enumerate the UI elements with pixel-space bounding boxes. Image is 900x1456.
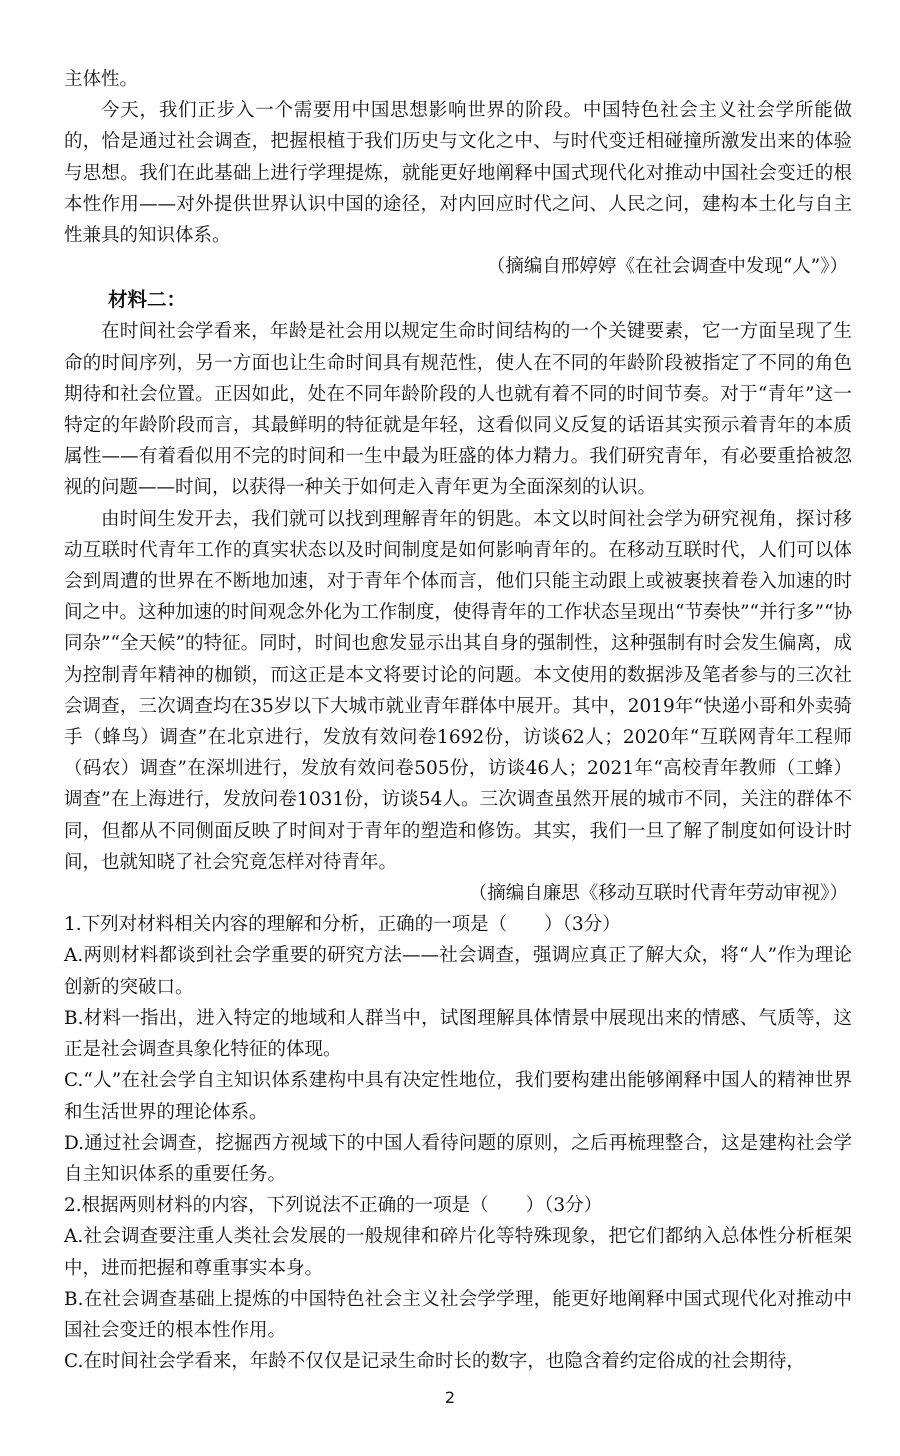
question-2-option-b: B.在社会调查基础上提炼的中国特色社会主义社会学学理，能更好地阐释中国式现代化对推动中国社会变迁的根本性作用。 xyxy=(64,1288,852,1341)
paragraph-youth-time: 由时间生发开去，我们就可以找到理解青年的钥匙。本文以时间社会学为研究视角，探讨移动互联时代青年工作的真实状态以及时间制度是如何影响青年的。在移动互联时代，人们可以体会到周遭的世界在不断地加速，对于青年个体而言，他们只能主动跟上或被裹挟着卷入加速的时间之中。这种加速的时间观念外化为工作制度，使得青年的工作状态呈现出“节奏快”“并行多”“协同杂”“全天候”的特征。同时，时间也愈发显示出其自身的强制性，这种强制有时会发生偏离，成为控制青年精神的枷锁，而这正是本文将要讨论的问题。本文使用的数据涉及笔者参与的三次社会调查，三次调查均在35岁以下大城市就业青年群体中展开。其中，2019年“快递小哥和外卖骑手（蜂鸟）调查”在北京进行，发放有效问卷1692份，访谈62人；2020年“互联网青年工程师（码农）调查”在深圳进行，发放有效问卷505份，访谈46人；2021年“高校青年教师（工蜂）调查”在上海进行，发放问卷1031份，访谈54人。三次调查虽然开展的城市不同，关注的群体不同，但都从不同侧面反映了时间对于青年的塑造和修饬。其实，我们一旦了解了制度如何设计时间，也就知晓了社会究竟怎样对待青年。 xyxy=(64,508,852,873)
question-2-stem: 2.根据两则材料的内容，下列说法不正确的一项是（ ）（3分） xyxy=(64,1195,603,1217)
question-2-option-c: C.在时间社会学看来，年龄不仅仅是记录生命时长的数字，也隐含着约定俗成的社会期待， xyxy=(64,1351,805,1373)
question-1-option-d: D.通过社会调查，挖掘西方视域下的中国人看待问题的原则，之后再梳理整合，这是建构社会学自主知识体系的重要任务。 xyxy=(64,1132,852,1185)
question-1-option-b: B.材料一指出，进入特定的地域和人群当中，试图理解具体情景中展现出来的情感、气质等，这正是社会调查具象化特征的体现。 xyxy=(64,1007,852,1061)
question-1-stem: 1.下列对材料相关内容的理解和分析，正确的一项是（ ）（3分） xyxy=(64,914,621,936)
question-1-option-a: A.两则材料都谈到社会学重要的研究方法——社会调查，强调应真正了解大众，将“人”作为理论创新的突破口。 xyxy=(64,945,852,998)
material-two-heading: 材料二： xyxy=(108,288,187,312)
source-citation-2: （摘编自廉思《移动互联时代青年劳动审视》） xyxy=(468,883,848,905)
question-2 xyxy=(64,1190,852,1377)
paragraph-time-sociology: 在时间社会学看来，年龄是社会用以规定生命时间结构的一个关键要素，它一方面呈现了生命的时间序列，另一方面也让生命时间具有规范性，使人在不同的年龄阶段被指定了不同的角色期待和社会位置。正因如此，处在不同年龄阶段的人也就有着不同的时间节奏。对于“青年”这一特定的年龄阶段而言，其最鲜明的特征就是年轻，这看似同义反复的话语其实预示着青年的本质属性——有着看似用不完的时间和一生中最为旺盛的体力精力。我们研究青年，有必要重拾被忽视的问题——时间，以获得一种关于如何走入青年更为全面深刻的认识。 xyxy=(64,321,852,499)
source-citation-1: （摘编自邢婷婷《在社会调查中发现“人”》） xyxy=(486,256,848,278)
paragraph-continuation: 主体性。 xyxy=(64,69,139,90)
document-page xyxy=(64,64,852,1377)
question-1-option-c: C.“人”在社会学自主知识体系建构中具有决定性地位，我们要构建出能够阐释中国人的精神世界和生活世界的理论体系。 xyxy=(64,1070,852,1123)
paragraph-today: 今天，我们正步入一个需要用中国思想影响世界的阶段。中国特色社会主义社会学所能做的，恰是通过社会调查，把握根植于我们历史与文化之中、与时代变迁相碰撞所激发出来的体验与思想。我们在此基础上进行学理提炼，就能更好地阐释中国式现代化对推动中国社会变迁的根本性作用——对外提供世界认识中国的途径，对内回应时代之问、人民之问，建构本土化与自主性兼具的知识体系。 xyxy=(64,100,852,247)
page-number: 2 xyxy=(444,1388,456,1407)
question-1 xyxy=(64,909,852,1190)
question-2-option-a: A.社会调查要注重人类社会发展的一般规律和碎片化等特殊现象，把它们都纳入总体性分析框架中，进而把握和尊重事实本身。 xyxy=(64,1226,852,1279)
